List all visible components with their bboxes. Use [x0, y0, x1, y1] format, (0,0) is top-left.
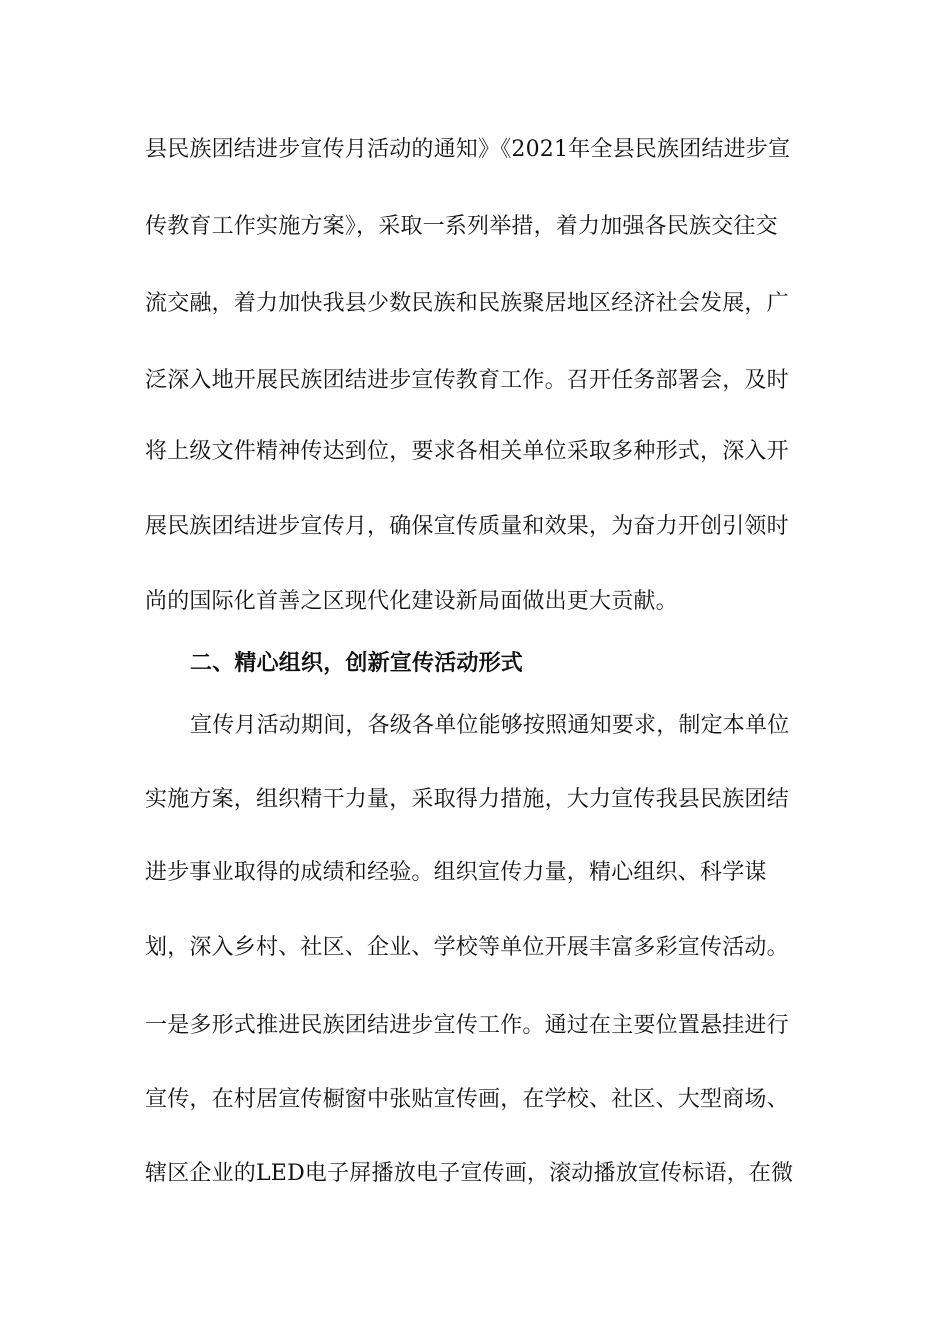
paragraph-2-line-7: 辖区企业的LED电子屏播放电子宣传画，滚动播放宣传标语，在微 — [145, 1161, 794, 1186]
paragraph-1-line-3: 流交融，着力加快我县少数民族和民族聚居地区经济社会发展，广 — [145, 291, 789, 316]
paragraph-1-line-1: 县民族团结进步宣传月活动的通知》《2021年全县民族团结进步宣 — [145, 137, 791, 162]
paragraph-2-line-5: 一是多形式推进民族团结进步宣传工作。通过在主要位置悬挂进行 — [145, 1013, 789, 1038]
paragraph-2-line-3: 进步事业取得的成绩和经验。组织宣传力量，精心组织、科学谋 — [145, 860, 767, 885]
section-heading: 二、精心组织，创新宣传活动形式 — [190, 650, 524, 676]
paragraph-1-line-2: 传教育工作实施方案》，采取一系列举措，着力加强各民族交往交 — [145, 214, 778, 239]
paragraph-1-line-7: 尚的国际化首善之区现代化建设新局面做出更大贡献。 — [145, 589, 678, 614]
paragraph-1-line-6: 展民族团结进步宣传月，确保宣传质量和效果，为奋力开创引领时 — [145, 514, 789, 539]
paragraph-2-line-2: 实施方案，组织精干力量，采取得力措施，大力宣传我县民族团结 — [145, 787, 789, 812]
paragraph-2-line-4: 划，深入乡村、社区、企业、学校等单位开展丰富多彩宣传活动。 — [145, 935, 789, 960]
paragraph-1-line-4: 泛深入地开展民族团结进步宣传教育工作。召开任务部署会，及时 — [145, 368, 789, 393]
paragraph-2-line-6: 宣传，在村居宣传橱窗中张贴宣传画，在学校、社区、大型商场、 — [145, 1087, 789, 1112]
paragraph-2-line-1: 宣传月活动期间，各级各单位能够按照通知要求，制定本单位 — [190, 713, 790, 738]
paragraph-1-line-5: 将上级文件精神传达到位，要求各相关单位采取多种形式，深入开 — [145, 439, 789, 464]
